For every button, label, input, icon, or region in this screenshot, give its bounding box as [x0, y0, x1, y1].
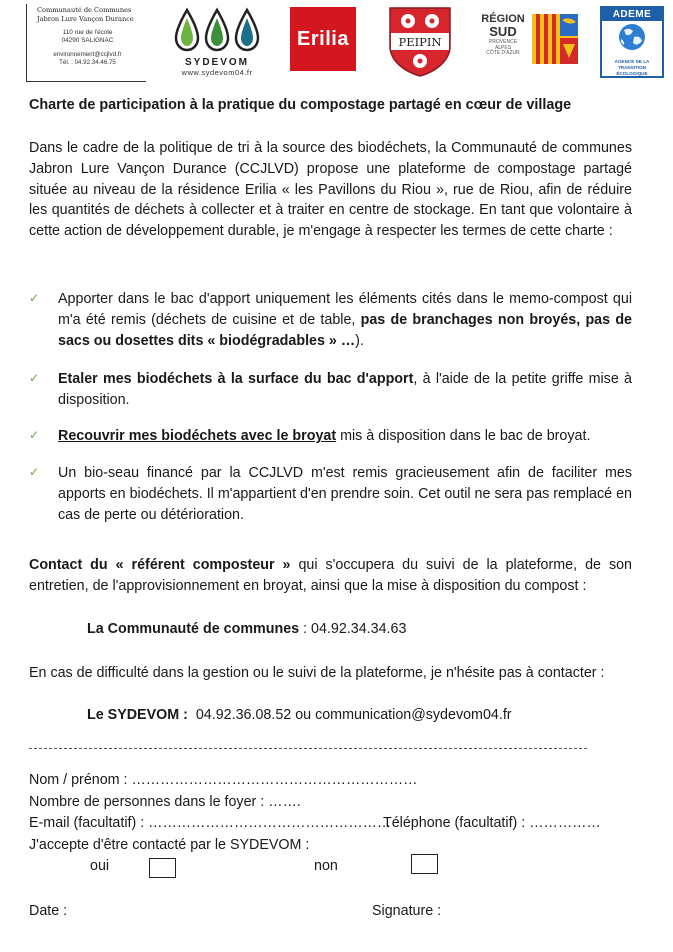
ademe-sub3: ÉCOLOGIQUE — [616, 71, 648, 76]
intro-paragraph: Dans le cadre de la politique de tri à la source des biodéchets, la Communauté de communes Jabron Lure Vançon Durance (CCJLVD) propose une plateforme de compostage partagé située au niveau de la résidence Erilia « les Pavillons du Riou », rue de Riou, afin de réduire les quantités de déchets à collecter et à traiter en centre de stockage. En tant que volontaire à cette action de développement durable, je m'engage à respecter les termes de cette charte : — [29, 140, 632, 240]
bullet-1-bold: pas de branchages non broyés, pas de sacs ou dosettes dits « biodégradables » … — [58, 311, 633, 349]
no-checkbox[interactable] — [411, 854, 438, 874]
date-field[interactable]: Date : — [29, 903, 68, 919]
cc-address-line1: 110 rue de l'école — [62, 29, 113, 36]
cut-line — [29, 748, 587, 749]
yes-checkbox[interactable] — [149, 858, 176, 878]
ademe-globe-icon — [602, 21, 662, 53]
consent-label: J'accepte d'être contacté par le SYDEVOM : — [29, 837, 310, 853]
bullet-3-text: mis à disposition dans le bac de broyat. — [336, 428, 591, 444]
bullet-2 — [58, 369, 632, 411]
bullet-2-text: , à l'aide de la petite griffe mise à disposition. — [58, 371, 632, 408]
contact-sydevom-value: 04.92.36.08.52 ou communication@sydevom04.fr — [187, 707, 512, 723]
bullet-1-text: Apporter dans le bac d'apport uniquement les éléments cités dans le memo-compost qui m'a été remis (déchets de cuisine et de table, — [58, 291, 632, 328]
contact-cc-phone: : 04.92.34.34.63 — [299, 621, 407, 637]
cc-phone: Tél. : 04.92.34.46.75 — [59, 59, 116, 66]
contact-cc-line — [87, 621, 406, 637]
bullet-3 — [58, 426, 632, 447]
contact-cc-label: La Communauté de communes — [87, 621, 300, 637]
ademe-logo — [600, 6, 664, 78]
phone-field[interactable]: Téléphone (facultatif) : …………… — [383, 815, 601, 831]
contact-bold: Contact du « référent composteur » — [29, 557, 291, 573]
region-line1: RÉGION — [481, 13, 525, 25]
region-line4: ALPES — [494, 44, 512, 51]
bullet-4: Un bio-seau financé par la CCJLVD m'est remis gracieusement afin de faciliter mes apports en biodéchets. Il m'appartient d'en prendre soin. Cet outil ne sera pas remplacé en cas de perte ou détérioration. — [58, 465, 632, 523]
cc-name-line2: Jabron Lure Vançon Durance — [37, 15, 134, 23]
signature-field[interactable]: Signature : — [372, 903, 442, 919]
cc-name-line1: Communauté de Communes — [37, 6, 132, 14]
contact-sydevom-line — [87, 707, 512, 723]
ademe-sub2: TRANSITION — [617, 65, 647, 70]
household-field[interactable]: Nombre de personnes dans le foyer : ……. — [29, 794, 301, 810]
region-line5: CÔTE D'AZUR — [486, 50, 520, 56]
check-icon: ✓ — [29, 465, 40, 479]
name-field[interactable]: Nom / prénom : …………………………………………………… — [29, 772, 418, 788]
check-icon: ✓ — [29, 291, 40, 305]
region-line2: SUD — [489, 24, 517, 39]
bullet-3-bold: Recouvrir mes biodéchets avec le broyat — [58, 428, 337, 444]
contact-text: qui s'occupera du suivi de la plateforme, de son entretien, de l'approvisionnement en broyat, ainsi que la mise à disposition du compost : — [29, 557, 632, 594]
bullet-1-end: ). — [355, 332, 364, 349]
peipin-logo — [386, 6, 454, 78]
yes-label: oui — [90, 858, 110, 874]
contact-sydevom-label: Le SYDEVOM : — [87, 707, 188, 723]
ccjlvd-logo-block — [26, 4, 146, 82]
sydevom-name: SYDEVOM — [184, 57, 249, 68]
check-icon: ✓ — [29, 428, 40, 442]
erilia-logo: Erilia — [290, 7, 356, 71]
bullet-1 — [58, 289, 632, 351]
no-label: non — [314, 858, 338, 874]
region-line3: PROVENCE — [488, 39, 518, 45]
difficulty-paragraph: En cas de difficulté dans la gestion ou le suivi de la plateforme, je n'hésite pas à contacter : — [29, 665, 605, 681]
peipin-shield-icon — [386, 6, 454, 78]
cc-address-line2: 04290 SALIGNAC — [61, 37, 114, 44]
region-sud-logo — [474, 10, 580, 70]
bullet-2-bold: Etaler mes biodéchets à la surface du bac d'apport — [58, 371, 414, 387]
sydevom-url: www.sydevom04.fr — [181, 68, 253, 77]
contact-paragraph — [29, 555, 632, 597]
sydevom-logo — [170, 6, 264, 84]
cc-email: environnement@ccjlvd.fr — [53, 51, 122, 58]
ademe-sub1: AGENCE DE LA — [614, 59, 650, 64]
check-icon: ✓ — [29, 371, 40, 385]
sydevom-drops-icon — [170, 6, 264, 52]
peipin-text: PEIPIN — [398, 35, 442, 49]
ademe-name: ADEME — [602, 8, 662, 21]
email-field[interactable]: E-mail (facultatif) : …………………………………………… — [29, 815, 392, 831]
document-title: Charte de participation à la pratique du compostage partagé en cœur de village — [29, 97, 572, 113]
region-flag-icon — [532, 14, 578, 64]
